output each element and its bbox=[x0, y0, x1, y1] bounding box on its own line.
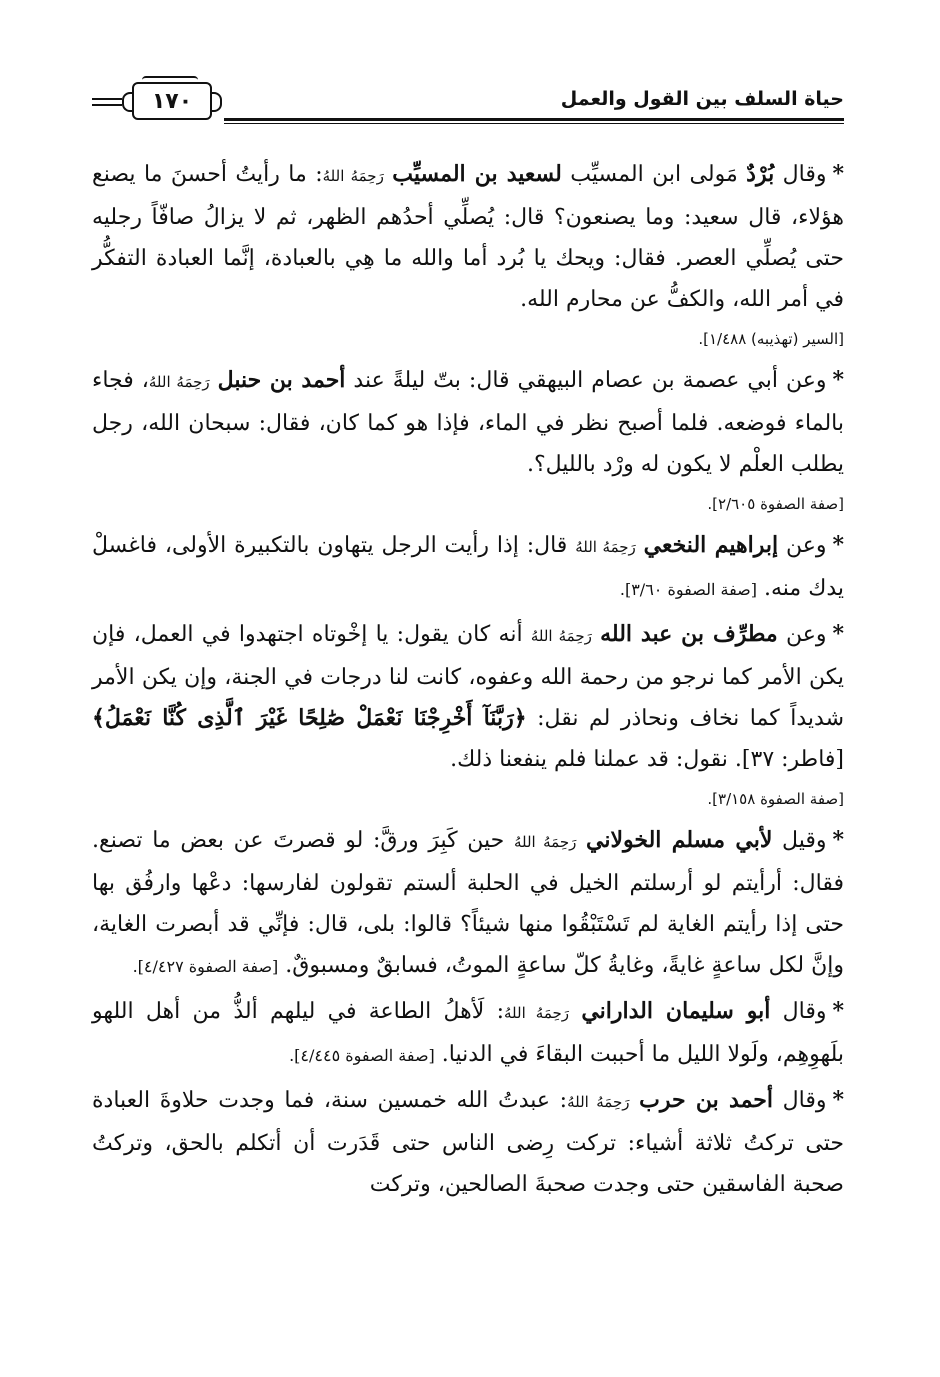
name-bold: أحمد بن حنبل bbox=[217, 367, 346, 393]
header-rule bbox=[224, 118, 844, 121]
name-bold: لسعيد بن المسيِّب bbox=[392, 161, 562, 187]
star-bullet: * bbox=[832, 161, 844, 187]
text: [فاطر: ٣٧]. نقول: قد عملنا فلم ينفعنا ذلك. bbox=[450, 747, 844, 772]
star-bullet: * bbox=[832, 998, 845, 1024]
honorific: رَحِمَهُ اللهُ bbox=[575, 538, 636, 556]
citation-inline: [صفة الصفوة ٤/٤٤٥]. bbox=[289, 1046, 435, 1065]
text: حين كَبِرَ ورقَّ: لو قصرتَ عن بعض ما تصنع. فقال: أرأيتم لو أرسلتم الخيل في الحلبة ألستم تقولون لفارسها: دعْها وارفُق بها حتى إذا رأيتم الغاية لم تَسْتَبْقُوا منها شيئاً؟ قالوا: بلى، قال: فإنِّي قد أبصرت الغاية، وإنَّ لكل ساعةٍ غايةً، وغايةُ كلّ ساعةٍ الموتُ، فسابقٌ ومسبوقٌ. bbox=[92, 828, 844, 978]
left-rule-2 bbox=[92, 104, 122, 106]
paragraph-6 bbox=[92, 991, 844, 1076]
text: وقال bbox=[770, 999, 827, 1024]
text: وقيل bbox=[772, 828, 827, 853]
text: ، فجاء بالماء فوضعه. فلما أصبح نظر في الماء، فإذا هو كما كان، فقال: سبحان الله، رجل يطلب العلْم لا يكون له ورْد بالليل؟. bbox=[92, 368, 844, 477]
paragraph-5 bbox=[92, 820, 844, 987]
honorific: رَحِمَهُ اللهُ bbox=[567, 1093, 630, 1111]
book-page bbox=[92, 78, 844, 1338]
star-bullet: * bbox=[832, 1087, 845, 1113]
honorific: رَحِمَهُ اللهُ bbox=[513, 833, 577, 851]
name-bold: أبو سليمان الداراني bbox=[581, 998, 771, 1024]
left-rule bbox=[92, 98, 122, 100]
page-header bbox=[92, 78, 844, 134]
text: وقال bbox=[773, 1088, 827, 1113]
star-bullet: * bbox=[832, 621, 844, 647]
citation-inline: [صفة الصفوة ٣/٦٠]. bbox=[619, 580, 757, 599]
text: قال: إذا رأيت الرجل يتهاون بالتكبيرة الأولى، فاغسلْ يدك منه. bbox=[92, 533, 844, 601]
name-bold: أحمد بن حرب bbox=[639, 1087, 774, 1113]
running-title: حياة السلف بين القول والعمل bbox=[560, 88, 844, 110]
honorific: رَحِمَهُ اللهُ bbox=[504, 1004, 570, 1022]
quran-verse: ﴿رَبَّنَآ أَخْرِجْنَا نَعْمَلْ صَٰلِحًا غَيْرَ ٱلَّذِى كُنَّا نَعْمَلُ﴾ bbox=[92, 705, 527, 731]
text: وعن bbox=[778, 533, 827, 558]
header-rule-thin bbox=[224, 123, 844, 124]
paragraph-7 bbox=[92, 1080, 844, 1205]
text: وعن أبي عصمة بن عصام البيهقي قال: بتّ ليلةً عند bbox=[345, 368, 827, 393]
page-content bbox=[92, 154, 844, 1205]
paragraph-2 bbox=[92, 360, 844, 485]
name-bold: لأبي مسلم الخولاني bbox=[586, 827, 773, 853]
honorific: رَحِمَهُ اللهُ bbox=[530, 627, 592, 645]
paragraph-1 bbox=[92, 154, 844, 320]
name-bold: مطرِّف بن عبد الله bbox=[600, 621, 778, 647]
star-bullet: * bbox=[832, 367, 844, 393]
citation: [السير (تهذيبه) ١/٤٨٨]. bbox=[698, 330, 844, 348]
paragraph-3 bbox=[92, 525, 844, 610]
page-number: ١٧٠ bbox=[151, 88, 193, 114]
text: وقال bbox=[774, 162, 827, 187]
text: : عبدتُ الله خمسين سنة، فما وجدت حلاوةَ العبادة حتى تركتُ ثلاثة أشياء: تركت رِضى الناس حتى قَدَرت أن أتكلم بالحق، وتركتُ صحبة الفاسقين حتى وجدت صحبةَ الصالحين، وتركت bbox=[92, 1088, 844, 1197]
page-number-badge bbox=[132, 82, 212, 120]
paragraph-4 bbox=[92, 614, 844, 780]
name-bold: بُرْدٌ bbox=[746, 161, 775, 187]
text: مَولى ابن المسيِّب bbox=[561, 162, 747, 187]
honorific: رَحِمَهُ اللهُ bbox=[322, 167, 384, 185]
text: : ما رأيتُ أحسنَ ما يصنع هؤلاء، قال سعيد: وما يصنعون؟ قال: يُصلِّي أحدُهم الظهر، ثم لا يزالُ صافّاً رجليه حتى يُصلِّي العصر. فقال: ويحك يا بُرد أما والله ما هِي بالعبادة، إنَّما العبادة التفكُّر في أمر الله، والكفُّ عن محارم الله. bbox=[92, 162, 844, 312]
text: : لَأهلُ الطاعة في ليلهم ألذُّ من أهل اللهو بلَهوِهِم، ولَولا الليل ما أحببت البقاءَ في الدنيا. bbox=[92, 999, 844, 1067]
text: أنه كان يقول: يا إخْوتاه اجتهدوا في العمل، فإن يكن الأمر كما نرجو من رحمة الله وعفوه، كانت لنا درجات في الجنة، وإن يكن الأمر شديداً كما نخاف ونحاذر لم نقل: bbox=[92, 622, 844, 731]
citation-inline: [صفة الصفوة ٤/٤٢٧]. bbox=[132, 957, 279, 976]
text: وعن bbox=[777, 622, 827, 647]
citation: [صفة الصفوة ٢/٦٠٥]. bbox=[707, 495, 844, 513]
citation: [صفة الصفوة ٣/١٥٨]. bbox=[707, 790, 844, 808]
star-bullet: * bbox=[832, 827, 844, 853]
honorific: رَحِمَهُ اللهُ bbox=[148, 373, 210, 391]
name-bold: إبراهيم النخعي bbox=[643, 532, 779, 558]
star-bullet: * bbox=[832, 532, 845, 558]
